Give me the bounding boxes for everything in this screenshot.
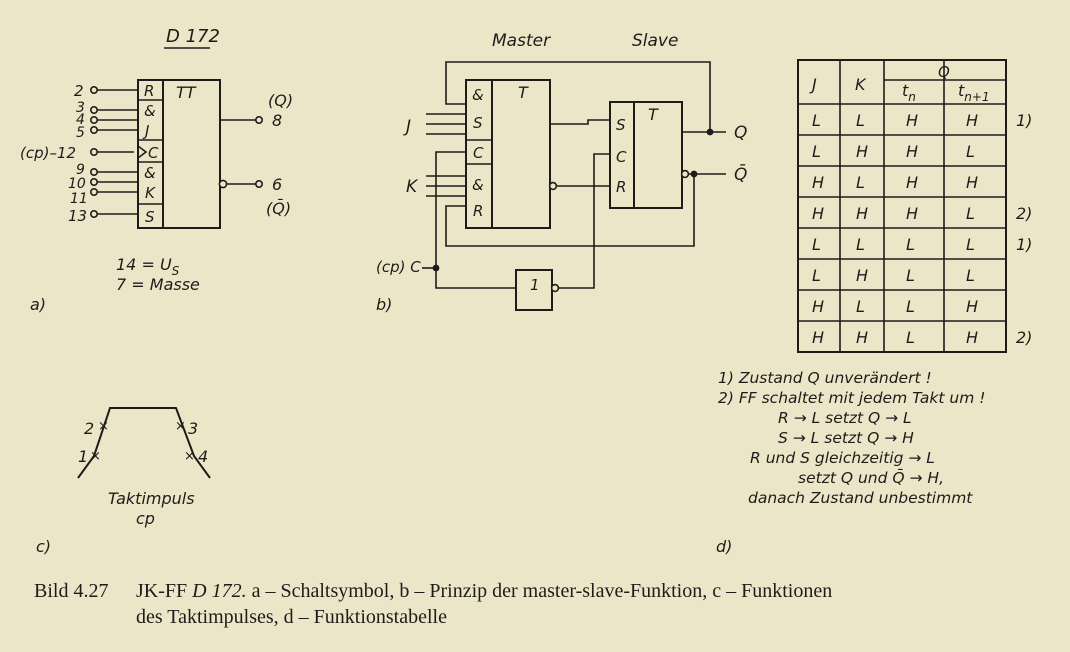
master-input-and-2: & [472, 176, 484, 194]
table-cell: H [906, 173, 919, 192]
block-label-tt: TT [176, 83, 196, 102]
table-cell: H [906, 111, 919, 130]
caption-prefix: JK-FF [136, 580, 193, 602]
note-1: 1) Zustand Q unverändert ! [718, 369, 932, 387]
table-cell: L [856, 297, 865, 316]
inverter-to-slave-c [559, 154, 610, 288]
output-label-q: (Q) [268, 91, 294, 110]
panel-a-title: D 172 [166, 26, 220, 47]
input-label-r: R [144, 82, 155, 100]
output-pin-8: 8 [272, 111, 283, 130]
table-cell: L [812, 111, 821, 130]
table-row-mark: 1) [1016, 111, 1033, 130]
j-input-label: J [406, 117, 412, 137]
panel-c-clock-pulse [36, 408, 210, 556]
clock-to-master-c [436, 152, 466, 268]
svg-text:×: × [184, 449, 195, 464]
figure-number: Bild 4.27 [34, 580, 109, 602]
table-row-mark: 1) [1016, 235, 1033, 254]
master-input-and-1: & [472, 86, 484, 104]
table-cell: H [906, 142, 919, 161]
pulse-caption-2: cp [136, 509, 155, 528]
table-cell: L [906, 235, 915, 254]
output-q-label: Q [734, 123, 748, 143]
k-input-label: K [406, 177, 418, 197]
panel-c-letter: c) [36, 537, 52, 556]
table-header-tn1: $t_{n+1}$ [958, 81, 990, 104]
pin-number-cp-12: (cp)–12 [20, 144, 77, 162]
table-cell: L [856, 173, 865, 192]
table-cell: L [856, 111, 865, 130]
table-header-tn: $t_n$ [902, 81, 916, 104]
pin-number-10: 10 [68, 176, 86, 192]
table-cell: L [812, 266, 821, 285]
pin-number-11: 11 [70, 191, 88, 207]
table-cell: L [966, 142, 975, 161]
output-qbar-label: Q̄ [734, 165, 748, 185]
table-cell: H [966, 111, 979, 130]
caption-text [136, 578, 1046, 630]
function-table-notes [718, 368, 1058, 508]
ground-label: 7 = Masse [116, 275, 200, 294]
table-cell: H [856, 142, 869, 161]
pulse-caption-1: Taktimpuls [108, 489, 195, 508]
slave-label: Slave [632, 31, 679, 51]
input-label-j: J [145, 122, 150, 140]
slave-input-r: R [616, 178, 627, 196]
note-2: 2) FF schaltet mit jedem Takt um ! [718, 389, 986, 407]
input-label-and-2: & [144, 164, 156, 182]
slave-block-label: T [648, 105, 658, 124]
svg-text:×: × [175, 419, 186, 434]
table-cell: H [812, 204, 825, 223]
note-7: danach Zustand unbestimmt [748, 489, 973, 507]
table-cell: H [966, 173, 979, 192]
pin-number-3: 3 [76, 100, 85, 116]
pin-number-9: 9 [76, 162, 85, 178]
pulse-point-4: 4 [198, 447, 209, 466]
master-input-s: S [473, 114, 483, 132]
master-q-to-slave-s [550, 120, 610, 124]
table-group-header-q: Q [938, 63, 950, 81]
caption-line-1: a – Schaltsymbol, b – Prinzip der master-slave-Funktion, c – Funktionen [246, 580, 833, 602]
clock-triangle-icon [138, 146, 146, 158]
master-input-r: R [473, 202, 484, 220]
pin-number-5: 5 [76, 125, 85, 141]
master-label: Master [492, 31, 551, 51]
table-cell: L [812, 235, 821, 254]
pin-number-4: 4 [76, 112, 85, 128]
pulse-point-1: 1 [78, 447, 89, 466]
panel-b-letter: b) [376, 295, 393, 314]
pulse-point-2: 2 [84, 419, 95, 438]
svg-text:×: × [90, 449, 101, 464]
master-input-c: C [473, 144, 484, 162]
pulse-point-3: 3 [188, 419, 199, 438]
output-pin-6: 6 [272, 175, 283, 194]
table-cell: L [856, 235, 865, 254]
table-cell: H [856, 204, 869, 223]
input-label-c: C [148, 144, 159, 162]
pin-number-2: 2 [74, 82, 84, 100]
table-cell: H [966, 328, 979, 347]
note-4: S → L setzt Q → H [778, 429, 914, 447]
table-row-mark: 2) [1016, 328, 1033, 347]
table-cell: L [966, 266, 975, 285]
input-label-and-1: & [144, 102, 156, 120]
table-cell: L [906, 297, 915, 316]
caption-device: D 172. [192, 580, 247, 602]
table-cell: L [966, 235, 975, 254]
table-cell: H [856, 328, 869, 347]
pin-number-13: 13 [68, 207, 88, 225]
master-block-label: T [518, 83, 528, 102]
table-cell: H [812, 173, 825, 192]
table-rows [798, 104, 1032, 347]
table-cell: H [906, 204, 919, 223]
table-cell: H [812, 297, 825, 316]
table-cell: L [906, 266, 915, 285]
note-3: R → L setzt Q → L [778, 409, 912, 427]
table-cell: L [966, 204, 975, 223]
note-5: R und S gleichzeitig → L [750, 449, 935, 467]
table-row-mark: 2) [1016, 204, 1033, 223]
panel-a-schematic-symbol [20, 26, 293, 314]
panel-b-master-slave [376, 31, 747, 314]
note-6: setzt Q und Q̄ → H, [798, 469, 944, 487]
slave-input-s: S [616, 116, 626, 134]
table-cell: H [856, 266, 869, 285]
feedback-q-wire [446, 62, 710, 132]
input-label-k: K [145, 184, 155, 202]
caption-line-2: des Taktimpulses, d – Funktionstabelle [136, 606, 447, 628]
table-cell: H [812, 328, 825, 347]
table-header-j: J [812, 75, 817, 94]
table-cell: L [812, 142, 821, 161]
slave-input-c: C [616, 148, 627, 166]
output-label-qbar: (Q̄) [266, 199, 292, 218]
svg-text:×: × [98, 419, 109, 434]
clock-input-label: (cp) C [376, 258, 421, 276]
supply-label: $14 = U_S$ [116, 255, 180, 278]
panel-d-letter: d) [716, 537, 733, 556]
table-cell: H [966, 297, 979, 316]
table-header-k: K [855, 75, 866, 94]
clock-to-inverter [436, 268, 516, 288]
table-cell: L [906, 328, 915, 347]
inverter-label: 1 [530, 276, 540, 294]
panel-a-letter: a) [30, 295, 47, 314]
input-label-s: S [145, 208, 155, 226]
